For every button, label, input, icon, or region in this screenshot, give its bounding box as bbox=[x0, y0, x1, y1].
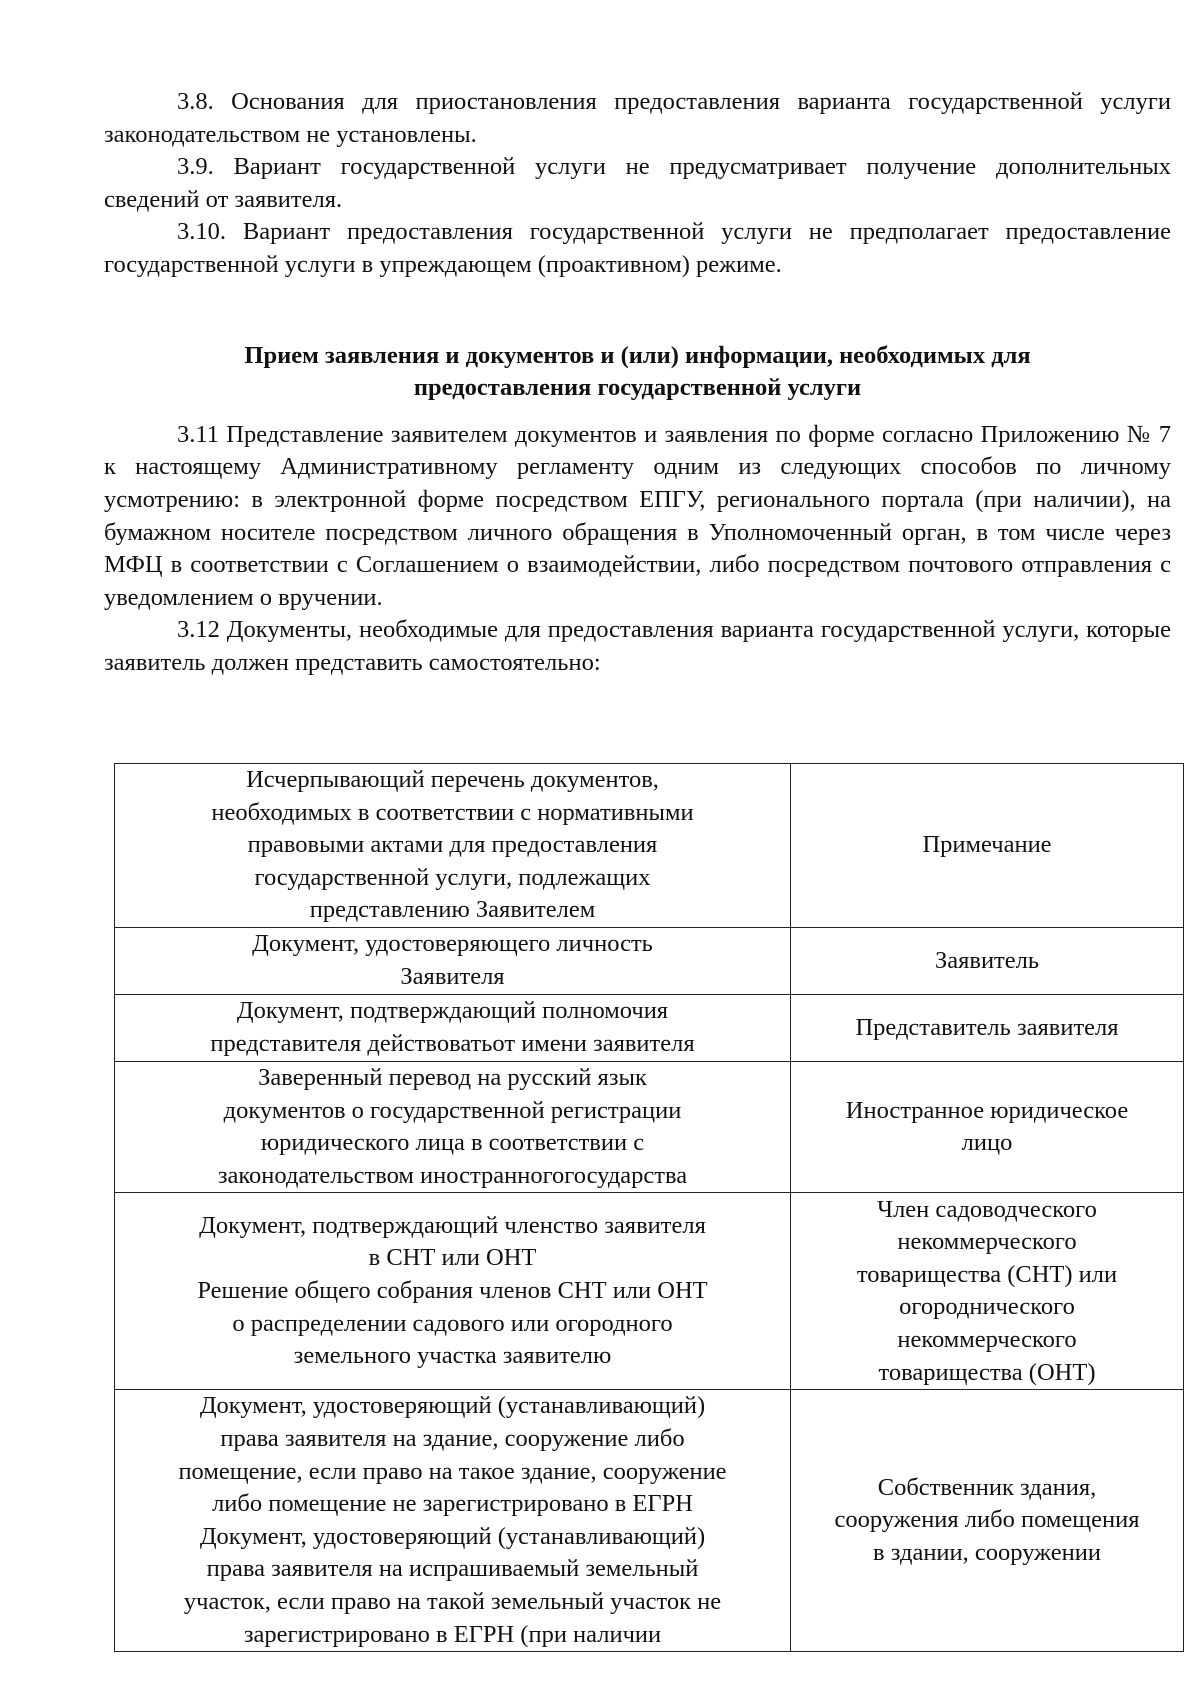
table-row bbox=[115, 1390, 1184, 1652]
table-row bbox=[115, 1193, 1184, 1390]
note-cell: Заявитель bbox=[791, 927, 1184, 994]
header-documents-list: Исчерпывающий перечень документов, необходимых в соответствии с нормативными правовыми актами для предоставления государственной услуги, подлежащих представлению Заявителем bbox=[115, 764, 791, 928]
document-cell: Заверенный перевод на русский язык документов о государственной регистрации юридического лица в соответствии с законодательством иностранногогосударства bbox=[115, 1061, 791, 1192]
section-heading bbox=[104, 340, 1171, 405]
header-note: Примечание bbox=[791, 764, 1184, 928]
paragraph-3-12: 3.12 Документы, необходимые для предоставления варианта государственной услуги, которые заявитель должен представить самостоятельно: bbox=[104, 616, 1171, 676]
note-cell: Представитель заявителя bbox=[791, 994, 1184, 1061]
paragraph-3-8: 3.8. Основания для приостановления предоставления варианта государственной услуги законодательством не установлены. bbox=[104, 88, 1171, 148]
documents-table bbox=[114, 763, 1184, 1652]
document-cell: Документ, подтверждающий членство заявителя в СНТ или ОНТ Решение общего собрания членов СНТ или ОНТ о распределении садового или огородного земельного участка заявителю bbox=[115, 1193, 791, 1390]
section-heading-line-2: предоставления государственной услуги bbox=[413, 374, 862, 402]
table-row bbox=[115, 927, 1184, 994]
table-row bbox=[115, 994, 1184, 1061]
note-cell: Собственник здания, сооружения либо помещения в здании, сооружении bbox=[791, 1390, 1184, 1652]
paragraph-3-10: 3.10. Вариант предоставления государственной услуги не предполагает предоставление государственной услуги в упреждающем (проактивном) режиме. bbox=[104, 218, 1171, 278]
section-heading-line-1: Прием заявления и документов и (или) информации, необходимых для bbox=[244, 341, 1031, 369]
paragraph-3-11: 3.11 Представление заявителем документов и заявления по форме согласно Приложению № 7 к настоящему Административному регламенту одним из следующих способов по личному усмотрению: в электронной форме посредством ЕПГУ, регионального портала (при наличии), на бумажном носителе посредством личного обращения в Уполномоченный орган, в том числе через МФЦ в соответствии с Соглашением о взаимодействии, либо посредством почтового отправления с уведомлением о вручении. bbox=[104, 420, 1171, 611]
note-cell: Иностранное юридическое лицо bbox=[791, 1061, 1184, 1192]
table-row bbox=[115, 1061, 1184, 1192]
paragraph-3-9: 3.9. Вариант государственной услуги не предусматривает получение дополнительных сведений от заявителя. bbox=[104, 153, 1171, 213]
document-cell: Документ, удостоверяющий (устанавливающий) права заявителя на здание, сооружение либо помещение, если право на такое здание, сооружение либо помещение не зарегистрировано в ЕГРН Документ, удостоверяющий (устанавливающий) права заявителя на испрашиваемый земельный участок, если право на такой земельный участок не зарегистрировано в ЕГРН (при наличии bbox=[115, 1390, 791, 1652]
document-page bbox=[104, 86, 1171, 680]
document-cell: Документ, подтверждающий полномочия представителя действоватьот имени заявителя bbox=[115, 994, 791, 1061]
table-header-row bbox=[115, 764, 1184, 928]
note-cell: Член садоводческого некоммерческого товарищества (СНТ) или огороднического некоммерческого товарищества (ОНТ) bbox=[791, 1193, 1184, 1390]
document-cell: Документ, удостоверяющего личность Заявителя bbox=[115, 927, 791, 994]
